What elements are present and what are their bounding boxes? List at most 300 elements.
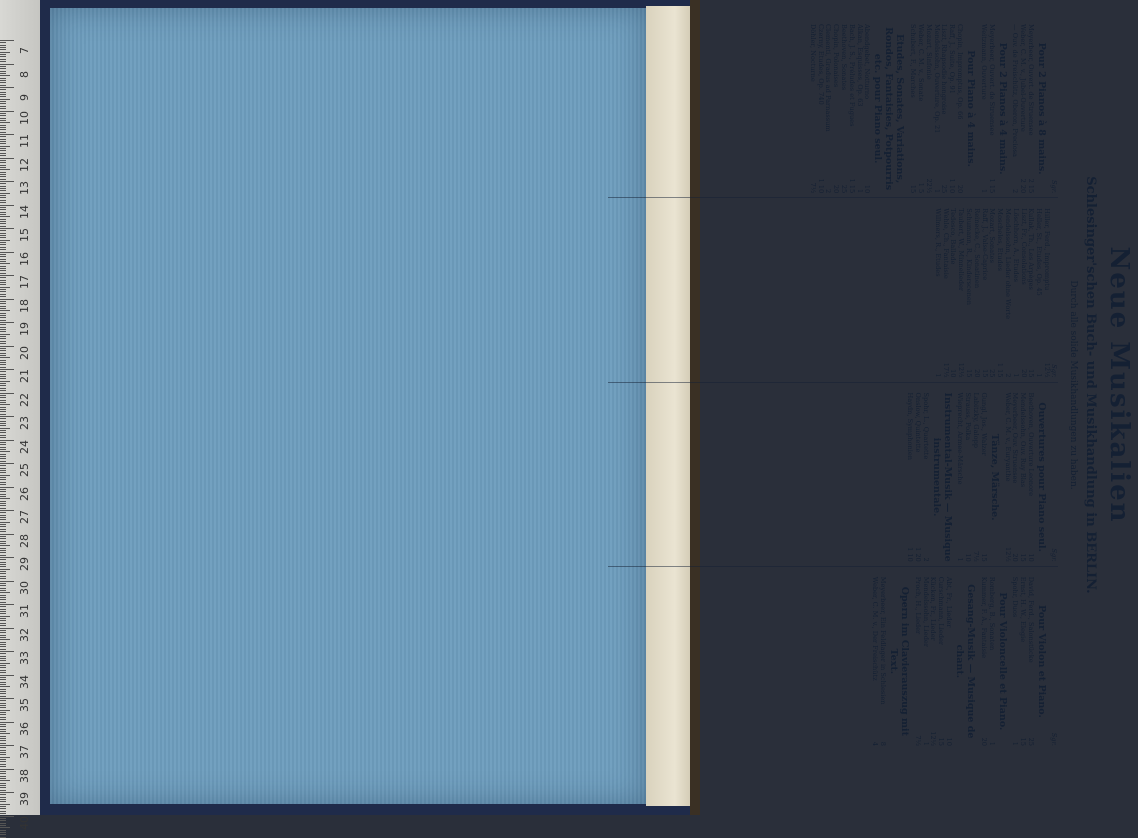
entry-price: 1 10 bbox=[906, 547, 915, 562]
ruler-number: 24 bbox=[18, 439, 31, 454]
ruler-subtick bbox=[0, 813, 6, 814]
ruler-subtick bbox=[0, 496, 6, 497]
entry-price: 20 bbox=[972, 369, 981, 378]
ruler-number: 37 bbox=[18, 745, 31, 759]
entry-price: 10 bbox=[945, 737, 954, 746]
ruler-subtick bbox=[0, 620, 6, 621]
ruler-tick bbox=[0, 698, 14, 699]
entry-title: Schumann, R., Kinderscenen bbox=[965, 208, 974, 306]
ruler-subtick bbox=[0, 505, 6, 506]
ruler-subtick bbox=[0, 729, 6, 730]
ruler-number: 7 bbox=[18, 47, 31, 54]
ruler-tick bbox=[0, 440, 14, 441]
ruler-subtick bbox=[0, 378, 6, 379]
ruler-subtick bbox=[0, 207, 6, 208]
ruler-number: 35 bbox=[18, 698, 31, 712]
ruler-subtick bbox=[0, 773, 6, 774]
catalog-entry bbox=[1003, 208, 1011, 377]
section-heading: Pour Violon et Piano. bbox=[1036, 604, 1047, 718]
ruler-subtick bbox=[0, 461, 6, 462]
ruler-number: 11 bbox=[18, 134, 31, 148]
ruler-tick bbox=[0, 252, 14, 253]
entry-title: — Ouv. de Freischütz, Oberon, Preciosa bbox=[1011, 24, 1020, 157]
ruler-subtick bbox=[0, 221, 6, 222]
ruler-subtick bbox=[0, 705, 6, 706]
ruler-subtick bbox=[0, 395, 6, 396]
entry-title: Reinecke, C., Sonatinen bbox=[972, 208, 981, 289]
ruler-subtick bbox=[0, 545, 10, 546]
ruler-subtick bbox=[0, 54, 6, 55]
catalog-entry bbox=[831, 24, 839, 193]
ruler-subtick bbox=[0, 468, 6, 469]
ruler-subtick bbox=[0, 214, 6, 215]
ruler-subtick bbox=[0, 576, 6, 577]
catalog-entry bbox=[987, 577, 995, 746]
catalog-entry bbox=[924, 24, 932, 193]
entry-price: 10 bbox=[863, 184, 872, 194]
ruler-subtick bbox=[0, 757, 10, 758]
entry-price: 1 bbox=[1011, 373, 1020, 378]
ruler-subtick bbox=[0, 202, 6, 203]
catalog-entry bbox=[855, 24, 863, 193]
catalog-entry bbox=[847, 24, 855, 193]
ruler-subtick bbox=[0, 602, 6, 603]
entry-price: 1 5 bbox=[917, 182, 926, 194]
ruler-subtick bbox=[0, 517, 6, 518]
catalog-entry bbox=[972, 208, 980, 377]
ruler-subtick bbox=[0, 160, 6, 161]
entry-price: 12½ bbox=[929, 731, 938, 746]
entry-price: 25 bbox=[840, 184, 849, 194]
ruler-subtick bbox=[0, 512, 6, 513]
ruler-subtick bbox=[0, 475, 10, 476]
ruler-subtick bbox=[0, 658, 6, 659]
entry-title: Liszt, Rhapsodie hongroise bbox=[940, 24, 949, 115]
ruler-subtick bbox=[0, 425, 6, 426]
entry-price: 1 15 bbox=[996, 362, 1005, 378]
ruler-number: 16 bbox=[18, 251, 31, 266]
catalog-entry bbox=[987, 24, 995, 193]
ruler-subtick bbox=[0, 113, 6, 114]
ruler-subtick bbox=[0, 106, 6, 107]
ruler-subtick bbox=[0, 400, 6, 401]
ruler-subtick bbox=[0, 710, 10, 711]
ruler-subtick bbox=[0, 331, 6, 332]
ruler-subtick bbox=[0, 428, 10, 429]
catalog-entry bbox=[979, 393, 987, 562]
ruler-subtick bbox=[0, 200, 6, 201]
ruler-number: 28 bbox=[18, 533, 31, 548]
entry-title: Abendgebet, Notturno bbox=[863, 24, 872, 100]
ruler-subtick bbox=[0, 268, 6, 269]
entry-price: 15 bbox=[965, 369, 974, 378]
ruler-tick bbox=[0, 510, 14, 511]
ruler-subtick bbox=[0, 423, 6, 424]
ruler-subtick bbox=[0, 143, 6, 144]
ruler-subtick bbox=[0, 263, 10, 264]
ruler-subtick bbox=[0, 376, 6, 377]
ruler-subtick bbox=[0, 750, 6, 751]
ruler-tick bbox=[0, 40, 14, 41]
ruler-subtick bbox=[0, 790, 6, 791]
catalog-entry bbox=[1011, 577, 1019, 746]
catalog-entry bbox=[933, 208, 941, 377]
catalog-column bbox=[608, 204, 1058, 382]
catalog-column bbox=[608, 573, 1058, 750]
ruler-subtick bbox=[0, 280, 6, 281]
ruler-number: 25 bbox=[18, 463, 31, 477]
ruler-subtick bbox=[0, 282, 6, 283]
ruler-subtick bbox=[0, 780, 10, 781]
ruler-subtick bbox=[0, 806, 6, 807]
catalog-entry bbox=[932, 24, 940, 193]
ruler-number: 9 bbox=[18, 94, 31, 101]
ruler-subtick bbox=[0, 186, 6, 187]
entry-price: 1 10 bbox=[948, 178, 957, 194]
ruler-subtick bbox=[0, 146, 10, 147]
ruler-number: 38 bbox=[18, 768, 31, 783]
ruler-subtick bbox=[0, 827, 10, 828]
ruler-subtick bbox=[0, 362, 6, 363]
ruler-tick bbox=[0, 322, 14, 323]
ruler-subtick bbox=[0, 771, 6, 772]
ruler-tick bbox=[0, 769, 14, 770]
entry-title: Spohr, L., Quartette bbox=[921, 392, 930, 460]
entry-price: 1 15 bbox=[987, 178, 996, 194]
ruler-subtick bbox=[0, 343, 6, 344]
ruler-subtick bbox=[0, 85, 6, 86]
entry-price: 20 bbox=[979, 737, 988, 746]
ruler-subtick bbox=[0, 242, 6, 243]
ruler-subtick bbox=[0, 783, 6, 784]
ruler-subtick bbox=[0, 787, 6, 788]
ruler-tick bbox=[0, 299, 14, 300]
entry-title: Beethoven, Ouverture Leonore bbox=[1027, 392, 1035, 497]
ruler-subtick bbox=[0, 334, 10, 335]
ruler-tick bbox=[0, 134, 14, 135]
entry-price: 4 bbox=[871, 741, 880, 746]
ruler-subtick bbox=[0, 219, 6, 220]
catalog-entry bbox=[1018, 24, 1026, 193]
entry-price: 20 bbox=[956, 184, 965, 194]
ruler-subtick bbox=[0, 484, 6, 485]
ruler-subtick bbox=[0, 693, 6, 694]
section-heading: Opern im Clavierauszug mit Text. bbox=[888, 586, 911, 737]
entry-title: Mendelssohn, Ouv. Ruy Blas bbox=[1019, 392, 1028, 488]
ruler-subtick bbox=[0, 529, 6, 530]
ruler-tick bbox=[0, 604, 14, 605]
ruler-subtick bbox=[0, 172, 6, 173]
ruler-subtick bbox=[0, 226, 6, 227]
ruler-subtick bbox=[0, 623, 6, 624]
ruler-subtick bbox=[0, 249, 6, 250]
catalog-entry bbox=[955, 24, 963, 193]
ruler-subtick bbox=[0, 409, 6, 410]
catalog-entry bbox=[1018, 393, 1026, 562]
ruler-tick bbox=[0, 557, 14, 558]
price-header: Sgr. bbox=[1050, 548, 1058, 562]
ruler-subtick bbox=[0, 515, 6, 516]
ruler-number: 26 bbox=[18, 486, 31, 501]
ruler-subtick bbox=[0, 618, 6, 619]
ruler-subtick bbox=[0, 120, 6, 121]
ruler-subtick bbox=[0, 301, 6, 302]
ruler-subtick bbox=[0, 555, 6, 556]
ruler-subtick bbox=[0, 353, 6, 354]
catalog-entry bbox=[1011, 393, 1019, 562]
entry-title: Proch, H., Lieder bbox=[913, 576, 922, 635]
ruler-tick bbox=[0, 675, 14, 676]
ruler-number: 20 bbox=[18, 345, 31, 360]
ruler-number: 33 bbox=[18, 651, 31, 665]
ruler-subtick bbox=[0, 338, 6, 339]
ruler-subtick bbox=[0, 197, 6, 198]
ruler-subtick bbox=[0, 703, 6, 704]
ruler-subtick bbox=[0, 823, 6, 824]
ruler-subtick bbox=[0, 449, 6, 450]
ruler-subtick bbox=[0, 738, 6, 739]
entry-title: Moscheles, Etudes bbox=[996, 208, 1005, 272]
ruler-subtick bbox=[0, 649, 6, 650]
ruler-subtick bbox=[0, 266, 6, 267]
ruler-subtick bbox=[0, 341, 6, 342]
ruler-subtick bbox=[0, 801, 6, 802]
entry-title: Kullak, Th., Les Arpèges bbox=[1027, 208, 1036, 290]
ruler-subtick bbox=[0, 834, 6, 835]
ruler-subtick bbox=[0, 435, 6, 436]
entry-price: 20 bbox=[1019, 369, 1028, 378]
entry-price: 1 15 bbox=[847, 178, 856, 194]
ruler-subtick bbox=[0, 190, 6, 191]
catalog-entry bbox=[956, 393, 964, 562]
catalog-entry bbox=[1034, 208, 1042, 377]
ruler-subtick bbox=[0, 820, 6, 821]
ruler-subtick bbox=[0, 536, 6, 537]
ruler-subtick bbox=[0, 522, 10, 523]
ruler-subtick bbox=[0, 759, 6, 760]
ruler-subtick bbox=[0, 503, 6, 504]
catalog-entry bbox=[980, 208, 988, 377]
ruler-tick bbox=[0, 87, 14, 88]
ruler-subtick bbox=[0, 719, 6, 720]
entry-title: Haydn, Symphonien bbox=[906, 392, 915, 461]
entry-title: Mendelssohn, Lieder bbox=[921, 576, 930, 647]
ruler-subtick bbox=[0, 524, 6, 525]
ruler-subtick bbox=[0, 489, 6, 490]
ruler-subtick bbox=[0, 616, 10, 617]
entry-price: 15 bbox=[909, 184, 918, 194]
ruler-subtick bbox=[0, 442, 6, 443]
ruler-subtick bbox=[0, 310, 10, 311]
ruler-subtick bbox=[0, 740, 6, 741]
ruler-subtick bbox=[0, 724, 6, 725]
ruler-subtick bbox=[0, 482, 6, 483]
catalog-columns bbox=[608, 20, 1058, 750]
ruler-subtick bbox=[0, 108, 6, 109]
entry-title: Abt, Fr., Lieder bbox=[945, 576, 954, 628]
ruler-subtick bbox=[0, 552, 6, 553]
ruler-subtick bbox=[0, 630, 6, 631]
ruler-subtick bbox=[0, 179, 6, 180]
entry-price: 7½ bbox=[808, 182, 817, 194]
ruler-tick bbox=[0, 487, 14, 488]
entry-price: 12½ bbox=[1043, 362, 1051, 378]
ruler-subtick bbox=[0, 80, 6, 81]
ruler-subtick bbox=[0, 644, 6, 645]
ruler-subtick bbox=[0, 837, 6, 838]
catalog-entry bbox=[1042, 208, 1050, 377]
ruler-subtick bbox=[0, 59, 6, 60]
entry-title: Strauss, Polka bbox=[964, 392, 973, 441]
ruler-tick bbox=[0, 816, 14, 817]
ruler-tick bbox=[0, 228, 14, 229]
ruler-number: 23 bbox=[18, 416, 31, 430]
entry-title: Clementi, Gradus ad Parnassum bbox=[824, 24, 833, 132]
ruler-subtick bbox=[0, 421, 6, 422]
ruler-subtick bbox=[0, 726, 6, 727]
ruler-number: 22 bbox=[18, 392, 31, 407]
ruler-subtick bbox=[0, 287, 10, 288]
entry-title: Weitzmann, Ouverture bbox=[979, 24, 988, 100]
entry-price: 1 bbox=[956, 557, 965, 562]
catalog-entry bbox=[916, 24, 924, 193]
entry-title: Mendelssohn, Ouverture, Op. 21 bbox=[932, 24, 941, 134]
ruler-tick bbox=[0, 722, 14, 723]
ruler-subtick bbox=[0, 743, 6, 744]
ruler-subtick bbox=[0, 508, 6, 509]
ruler-subtick bbox=[0, 830, 6, 831]
entry-title: Weber, C. M. v., Sonate bbox=[917, 24, 926, 102]
ruler-number: 21 bbox=[18, 369, 31, 383]
entry-title: Mozart, Sonates bbox=[988, 208, 997, 263]
ruler-number: 36 bbox=[18, 721, 31, 736]
ruler-subtick bbox=[0, 632, 6, 633]
ruler-subtick bbox=[0, 49, 6, 50]
catalog-entry bbox=[944, 577, 952, 746]
ruler-tick bbox=[0, 393, 14, 394]
ruler-subtick bbox=[0, 320, 6, 321]
catalog-title: Neue Musikalien bbox=[1104, 246, 1134, 524]
ruler-subtick bbox=[0, 785, 6, 786]
ruler-subtick bbox=[0, 804, 10, 805]
entry-title: Labitzky, Galopp bbox=[972, 392, 981, 449]
ruler-subtick bbox=[0, 127, 6, 128]
ruler-tick bbox=[0, 651, 14, 652]
ruler-subtick bbox=[0, 390, 6, 391]
ruler-subtick bbox=[0, 660, 6, 661]
ruler-subtick bbox=[0, 761, 6, 762]
catalog-note: Durch alle solide Musikhandlungen zu haben. bbox=[1068, 280, 1078, 490]
ruler-subtick bbox=[0, 240, 10, 241]
ruler-number: 32 bbox=[18, 627, 31, 642]
ruler-tick bbox=[0, 369, 14, 370]
entry-price: 15 bbox=[979, 553, 988, 562]
catalog-entry bbox=[963, 393, 971, 562]
ruler-tick bbox=[0, 158, 14, 159]
entry-title: Liszt, Fr., Consolations bbox=[1019, 208, 1028, 285]
catalog-entry bbox=[988, 208, 996, 377]
ruler-subtick bbox=[0, 407, 6, 408]
ruler-subtick bbox=[0, 642, 6, 643]
ruler-subtick bbox=[0, 776, 6, 777]
ruler-subtick bbox=[0, 585, 6, 586]
entry-title: Beethoven, Sonates bbox=[840, 24, 849, 91]
catalog-entry bbox=[979, 24, 987, 193]
ruler-subtick bbox=[0, 430, 6, 431]
ruler-subtick bbox=[0, 367, 6, 368]
ruler-subtick bbox=[0, 418, 6, 419]
ruler-subtick bbox=[0, 672, 6, 673]
ruler-subtick bbox=[0, 103, 6, 104]
ruler-subtick bbox=[0, 832, 6, 833]
ruler-subtick bbox=[0, 653, 6, 654]
entry-price: 15 bbox=[937, 737, 946, 746]
entry-price: 25 bbox=[940, 184, 949, 194]
entry-price: 2 20 bbox=[1019, 178, 1028, 194]
ruler-subtick bbox=[0, 165, 6, 166]
ruler-subtick bbox=[0, 313, 6, 314]
ruler-subtick bbox=[0, 153, 6, 154]
ruler-subtick bbox=[0, 256, 6, 257]
ruler-subtick bbox=[0, 646, 6, 647]
ruler-subtick bbox=[0, 235, 6, 236]
ruler-subtick bbox=[0, 317, 6, 318]
ruler-subtick bbox=[0, 183, 6, 184]
ruler-subtick bbox=[0, 73, 6, 74]
catalog-entry bbox=[1026, 24, 1034, 193]
ruler-subtick bbox=[0, 188, 6, 189]
catalog-entry bbox=[1027, 208, 1035, 377]
ruler-subtick bbox=[0, 89, 6, 90]
entry-price: 10 bbox=[949, 369, 958, 378]
ruler-number: 29 bbox=[18, 557, 31, 571]
ruler-subtick bbox=[0, 571, 6, 572]
ruler-subtick bbox=[0, 752, 6, 753]
ruler-subtick bbox=[0, 101, 6, 102]
ruler-subtick bbox=[0, 679, 6, 680]
ruler-tick bbox=[0, 205, 14, 206]
ruler-subtick bbox=[0, 355, 6, 356]
entry-price: 2 bbox=[824, 189, 833, 194]
catalog-entry bbox=[941, 208, 949, 377]
ruler-subtick bbox=[0, 682, 6, 683]
entry-title: Ernst, H. W., Elegie bbox=[1019, 576, 1028, 643]
ruler-subtick bbox=[0, 559, 6, 560]
ruler-subtick bbox=[0, 350, 6, 351]
ruler-subtick bbox=[0, 129, 6, 130]
section-heading: Pour 2 Pianos à 4 mains. bbox=[996, 42, 1008, 175]
ruler-subtick bbox=[0, 216, 10, 217]
ruler-subtick bbox=[0, 176, 6, 177]
ruler-subtick bbox=[0, 155, 6, 156]
ruler-subtick bbox=[0, 590, 6, 591]
catalog-column bbox=[608, 389, 1058, 567]
ruler-subtick bbox=[0, 388, 6, 389]
entry-price: 12½ bbox=[957, 362, 966, 378]
ruler-number: 18 bbox=[18, 298, 31, 313]
ruler-subtick bbox=[0, 526, 6, 527]
ruler-subtick bbox=[0, 799, 6, 800]
ruler-subtick bbox=[0, 254, 6, 255]
ruler-subtick bbox=[0, 66, 6, 67]
entry-title: Tedesco, Ballade bbox=[949, 208, 958, 265]
ruler-subtick bbox=[0, 677, 6, 678]
entry-price: 15 bbox=[1019, 737, 1028, 746]
ruler-subtick bbox=[0, 162, 6, 163]
ruler-subtick bbox=[0, 541, 6, 542]
catalog-entry bbox=[1003, 393, 1011, 562]
ruler-subtick bbox=[0, 825, 6, 826]
